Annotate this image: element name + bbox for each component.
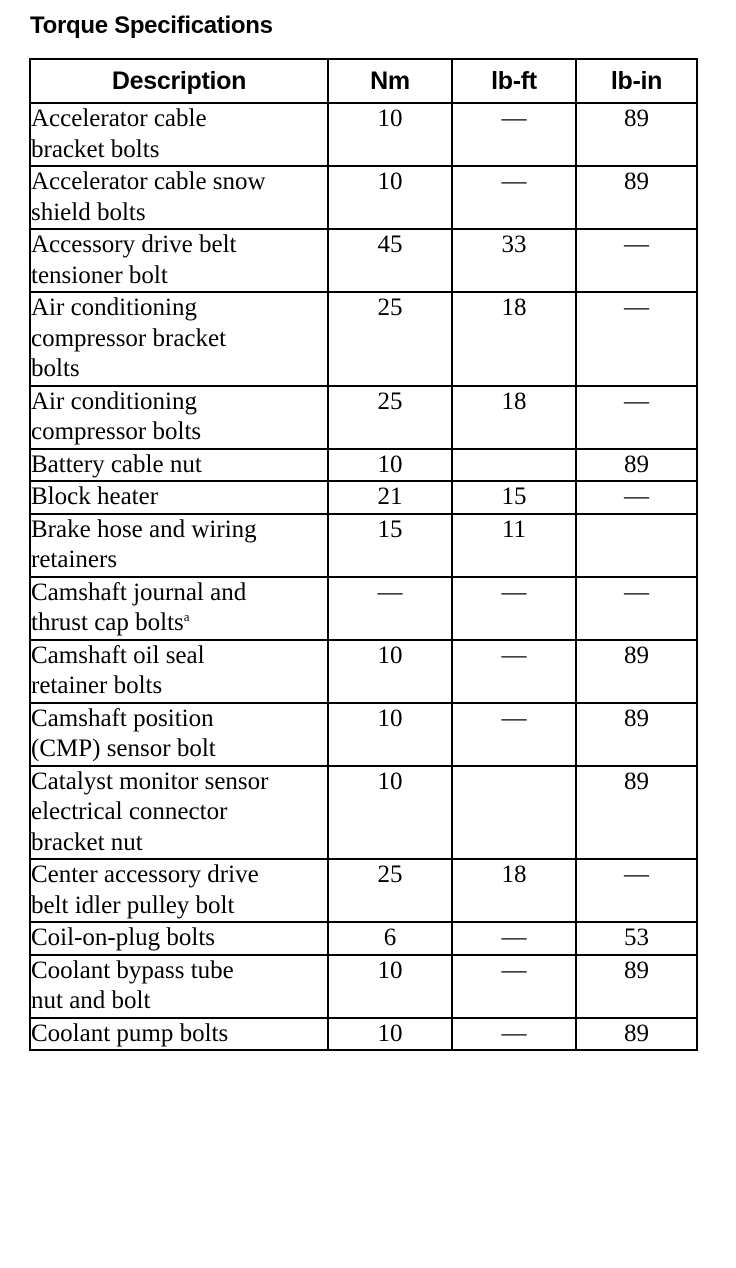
lb-ft-value: 15	[452, 481, 576, 514]
description-line	[31, 923, 327, 954]
description-line	[31, 135, 327, 166]
description-text: bracket bolts	[31, 135, 160, 163]
description-cell	[30, 577, 328, 640]
lb-in-value: 89	[576, 103, 697, 166]
description-text: thrust cap bolts	[31, 609, 184, 636]
description-text: Camshaft position	[31, 704, 214, 732]
lb-in-value: —	[576, 859, 697, 922]
description-line	[31, 641, 327, 672]
column-header-lb-ft: lb-ft	[452, 59, 576, 103]
lb-ft-value: 33	[452, 229, 576, 292]
lb-ft-value: 11	[452, 514, 576, 577]
description-text: belt idler pulley bolt	[31, 891, 235, 919]
lb-in-value: 89	[576, 449, 697, 482]
lb-ft-value: —	[452, 103, 576, 166]
description-line	[31, 324, 327, 355]
nm-value: 25	[328, 292, 452, 386]
description-text: Camshaft journal and	[31, 578, 247, 606]
nm-value: 6	[328, 922, 452, 955]
description-line	[31, 956, 327, 987]
description-cell	[30, 922, 328, 955]
lb-ft-value: —	[452, 922, 576, 955]
lb-ft-value: 18	[452, 292, 576, 386]
description-text: Block heater	[31, 483, 159, 510]
description-line	[31, 860, 327, 891]
lb-in-value: 89	[576, 1018, 697, 1051]
description-line	[31, 198, 327, 229]
description-line	[31, 986, 327, 1017]
lb-in-value: —	[576, 292, 697, 386]
column-header-description: Description	[30, 59, 328, 103]
description-line	[31, 515, 327, 546]
description-text: Coil-on-plug bolts	[31, 924, 216, 951]
description-text: Accelerator cable	[31, 105, 207, 132]
description-cell	[30, 481, 328, 514]
description-text: compressor bolts	[31, 418, 202, 445]
description-line	[31, 767, 327, 798]
description-line	[31, 671, 327, 702]
description-text: shield bolts	[31, 198, 146, 226]
table-row	[30, 640, 697, 703]
description-cell	[30, 166, 328, 229]
nm-value: 10	[328, 1018, 452, 1051]
description-line	[31, 293, 327, 324]
lb-in-value: —	[576, 386, 697, 449]
description-text: Air conditioning	[31, 294, 197, 321]
description-line	[31, 797, 327, 828]
description-cell	[30, 229, 328, 292]
description-cell	[30, 449, 328, 482]
table-row	[30, 449, 697, 482]
description-cell	[30, 703, 328, 766]
description-text: Coolant pump bolts	[31, 1019, 229, 1047]
table-row	[30, 577, 697, 640]
nm-value: 10	[328, 449, 452, 482]
description-text: Accelerator cable snow	[31, 168, 266, 195]
lb-in-value	[576, 514, 697, 577]
description-line	[31, 482, 327, 513]
nm-value: 10	[328, 103, 452, 166]
description-text: electrical connector	[31, 798, 228, 825]
table-row	[30, 922, 697, 955]
description-text: compressor bracket	[31, 324, 227, 352]
lb-ft-value: —	[452, 640, 576, 703]
table-row	[30, 703, 697, 766]
footnote-marker: a	[183, 609, 190, 624]
description-text: Accessory drive belt	[31, 231, 237, 258]
description-line	[31, 230, 327, 261]
table-row	[30, 1018, 697, 1051]
description-line	[31, 104, 327, 135]
nm-value: 10	[328, 766, 452, 860]
table-row	[30, 481, 697, 514]
description-text: nut and bolt	[31, 987, 151, 1014]
lb-in-value: 89	[576, 166, 697, 229]
table-body	[30, 103, 697, 1050]
description-cell	[30, 386, 328, 449]
lb-in-value: —	[576, 229, 697, 292]
description-line	[31, 704, 327, 735]
torque-spec-table	[29, 58, 698, 1051]
description-text: retainers	[31, 546, 118, 573]
description-cell	[30, 514, 328, 577]
description-cell	[30, 103, 328, 166]
description-line	[31, 578, 327, 609]
lb-ft-value: —	[452, 1018, 576, 1051]
nm-value: 10	[328, 166, 452, 229]
table-row	[30, 766, 697, 860]
table-row	[30, 229, 697, 292]
description-line	[31, 387, 327, 418]
lb-in-value: 53	[576, 922, 697, 955]
nm-value: 10	[328, 640, 452, 703]
nm-value: 45	[328, 229, 452, 292]
lb-ft-value: 18	[452, 859, 576, 922]
lb-in-value: 89	[576, 640, 697, 703]
description-text: tensioner bolt	[31, 261, 168, 289]
table-row	[30, 292, 697, 386]
description-cell	[30, 766, 328, 860]
description-text: Catalyst monitor sensor	[31, 767, 269, 795]
nm-value: 10	[328, 955, 452, 1018]
description-cell	[30, 292, 328, 386]
lb-ft-value	[452, 766, 576, 860]
nm-value: 10	[328, 703, 452, 766]
lb-in-value: 89	[576, 703, 697, 766]
description-text: bolts	[31, 355, 80, 382]
lb-ft-value: —	[452, 703, 576, 766]
description-line	[31, 450, 327, 481]
description-line	[31, 545, 327, 576]
description-text: Brake hose and wiring	[31, 515, 257, 543]
lb-in-value: 89	[576, 955, 697, 1018]
description-text: (CMP) sensor bolt	[31, 735, 216, 762]
table-row	[30, 166, 697, 229]
lb-ft-value: —	[452, 955, 576, 1018]
description-text: Battery cable nut	[31, 450, 202, 478]
description-line	[31, 608, 327, 639]
description-text: Air conditioning	[31, 387, 197, 415]
description-line	[31, 828, 327, 859]
description-text: Center accessory drive	[31, 861, 259, 888]
description-text: Coolant bypass tube	[31, 956, 234, 984]
description-line	[31, 1019, 327, 1050]
description-text: Camshaft oil seal	[31, 641, 205, 669]
lb-ft-value: —	[452, 577, 576, 640]
lb-ft-value	[452, 449, 576, 482]
lb-in-value: —	[576, 577, 697, 640]
description-text: bracket nut	[31, 828, 143, 856]
description-line	[31, 167, 327, 198]
description-line	[31, 734, 327, 765]
description-cell	[30, 955, 328, 1018]
table-row	[30, 103, 697, 166]
lb-in-value: —	[576, 481, 697, 514]
description-cell	[30, 640, 328, 703]
lb-in-value: 89	[576, 766, 697, 860]
nm-value: 15	[328, 514, 452, 577]
table-row	[30, 386, 697, 449]
nm-value: —	[328, 577, 452, 640]
column-header-nm: Nm	[328, 59, 452, 103]
description-line	[31, 354, 327, 385]
nm-value: 25	[328, 386, 452, 449]
nm-value: 25	[328, 859, 452, 922]
page-title: Torque Specifications	[30, 12, 273, 39]
description-cell	[30, 859, 328, 922]
description-line	[31, 261, 327, 292]
lb-ft-value: —	[452, 166, 576, 229]
description-cell	[30, 1018, 328, 1051]
description-line	[31, 891, 327, 922]
lb-ft-value: 18	[452, 386, 576, 449]
description-text: retainer bolts	[31, 672, 163, 699]
table-row	[30, 859, 697, 922]
nm-value: 21	[328, 481, 452, 514]
table-row	[30, 514, 697, 577]
table-header-row	[30, 59, 697, 103]
description-line	[31, 417, 327, 448]
column-header-lb-in: lb-in	[576, 59, 697, 103]
table-row	[30, 955, 697, 1018]
